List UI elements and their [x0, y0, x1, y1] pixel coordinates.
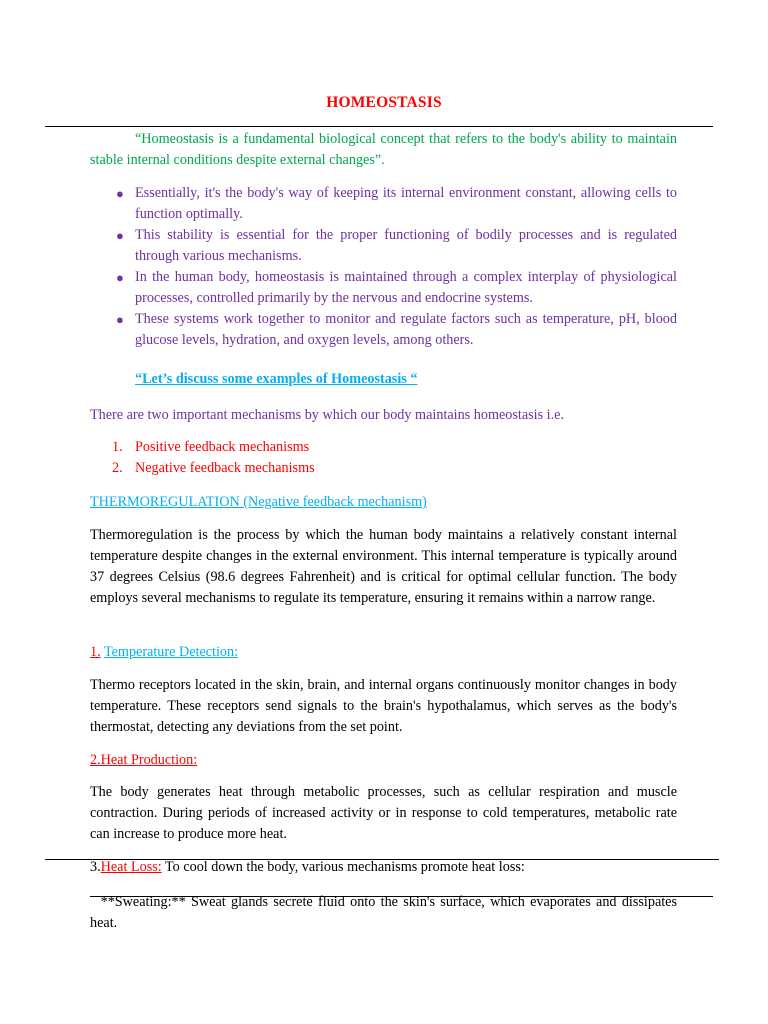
list-item: ● Essentially, it's the body's way of keeping its internal environment constant, allowing cells to function optimally. — [116, 185, 677, 222]
bullet-icon: ● — [116, 312, 124, 327]
section-heading-temperature-detection: 1. Temperature Detection: — [90, 644, 239, 660]
mechanisms-list — [90, 437, 677, 479]
bullet-icon: ● — [116, 270, 124, 285]
list-item: 1. Positive feedback mechanisms — [112, 439, 310, 455]
list-item: ● In the human body, homeostasis is maintained through a complex interplay of physiological processes, controlled primarily by the nervous and endocrine systems. — [116, 269, 677, 306]
thermoregulation-heading: THERMOREGULATION (Negative feedback mechanism) — [90, 494, 427, 510]
section-heading-heat-loss: 3.Heat Loss: To cool down the body, various mechanisms promote heat loss: — [90, 859, 525, 875]
intro-quote: “Homeostasis is a fundamental biological concept that refers to the body's ability to maintain stable internal conditions despite external changes”. — [90, 131, 677, 168]
list-item: ● This stability is essential for the proper functioning of bodily processes and is regulated through various mechanisms. — [116, 227, 677, 264]
document-title: HOMEOSTASIS — [326, 94, 442, 111]
title-divider — [45, 126, 713, 127]
sweating-paragraph: **Sweating:** Sweat glands secrete fluid onto the skin's surface, which evaporates and dissipates heat. — [90, 894, 681, 931]
heat-production-paragraph: The body generates heat through metabolic processes, such as cellular respiration and muscle contraction. During periods of increased activity or in response to cold temperatures, metabolic rate can increase to produce more heat. — [90, 784, 677, 842]
section-heading-heat-production: 2.Heat Production: — [90, 752, 198, 768]
list-item: 2. Negative feedback mechanisms — [112, 460, 315, 476]
mechanisms-intro: There are two important mechanisms by which our body maintains homeostasis i.e. — [90, 407, 564, 423]
temperature-detection-paragraph: Thermo receptors located in the skin, brain, and internal organs continuously monitor changes in body temperature. These receptors send signals to the brain's hypothalamus, which serves as the body's thermostat, detecting any deviations from the set point. — [90, 677, 677, 735]
bullet-icon: ● — [116, 186, 124, 201]
list-item: ● These systems work together to monitor and regulate factors such as temperature, pH, blood glucose levels, hydration, and oxygen levels, among others. — [116, 311, 677, 348]
bullet-icon: ● — [116, 228, 124, 243]
bullet-list — [90, 183, 677, 351]
examples-heading: “Let’s discuss some examples of Homeostasis “ — [135, 371, 418, 387]
thermoregulation-paragraph: Thermoregulation is the process by which the human body maintains a relatively constant internal temperature despite changes in the external environment. This internal temperature is typically around 37 degrees Celsius (98.6 degrees Fahrenheit) and is critical for optimal cellular function. The body employs several mechanisms to regulate its temperature, ensuring it remains within a narrow range. — [90, 527, 677, 606]
